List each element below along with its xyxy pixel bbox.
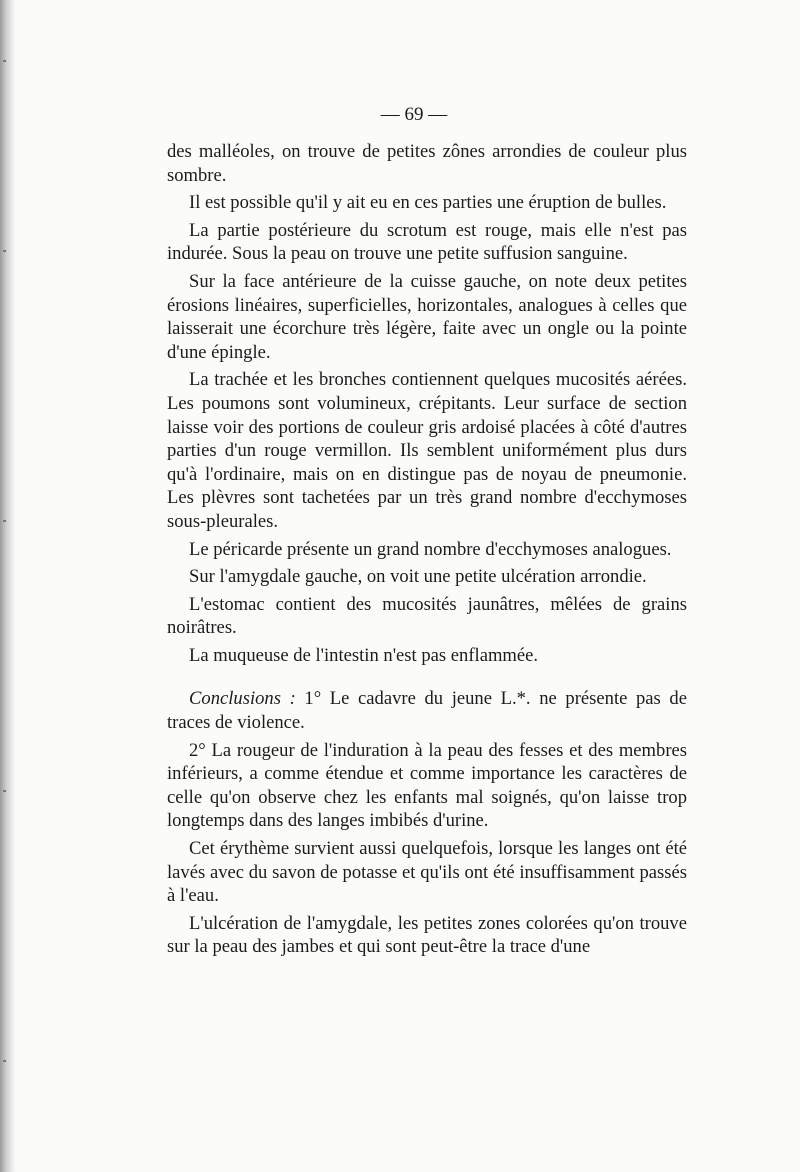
paragraph: Sur la face antérieure de la cuisse gauche, on note deux petites érosions linéaires, superficielles, horizontales, analogues à celles que laisserait une écorchure très légère, faite avec un ongle ou la pointe d'une épingle. — [167, 270, 687, 363]
paragraph: La trachée et les bronches contiennent quelques mucosités aérées. Les poumons sont volumineux, crépitants. Leur surface de section laisse voir des portions de couleur gris ardoisé placées à côté d'autres parties d'un rouge vermillon. Ils semblent uniformément plus durs qu'à l'ordinaire, mais on en distingue pas de noyau de pneumonie. Les plèvres sont tachetées par un très grand nombre d'ecchymoses sous-pleurales. — [167, 369, 687, 532]
binding-mark — [3, 250, 6, 252]
page-binding-shadow — [0, 0, 16, 1172]
binding-mark — [3, 1060, 6, 1062]
paragraph: Sur l'amygdale gauche, on voit une petite ulcération arrondie. — [189, 566, 647, 588]
binding-mark — [3, 520, 6, 522]
paragraph: Il est possible qu'il y ait eu en ces parties une éruption de bulles. — [189, 192, 667, 214]
paragraph: Le péricarde présente un grand nombre d'ecchymoses analogues. — [189, 538, 672, 560]
page-number: — 69 — — [380, 104, 448, 125]
binding-mark — [3, 60, 6, 62]
paragraph: Cet érythème survient aussi quelquefois, lorsque les langes ont été lavés avec du savon de potasse et qu'ils ont été insuffisamment passés à l'eau. — [167, 838, 687, 907]
paragraph: La muqueuse de l'intestin n'est pas enflammée. — [189, 644, 539, 666]
body-text — [167, 140, 687, 963]
binding-mark — [3, 790, 6, 792]
conclusions-text: 1° Le cadavre du jeune L.*. ne présente pas de traces de violence. — [167, 688, 687, 734]
conclusions-label: Conclusions : — [189, 688, 296, 710]
conclusions-paragraph — [167, 687, 687, 734]
paragraph: L'estomac contient des mucosités jaunâtres, mêlées de grains noirâtres. — [167, 593, 687, 639]
paragraph: La partie postérieure du scrotum est rouge, mais elle n'est pas indurée. Sous la peau on trouve une petite suffusion sanguine. — [167, 219, 687, 265]
paragraph: 2° La rougeur de l'induration à la peau des fesses et des membres inférieurs, a comme étendue et comme importance les caractères de celle qu'on observe chez les enfants mal soignés, qu'on laisse trop longtemps dans des langes imbibés d'urine. — [167, 739, 687, 832]
paragraph: L'ulcération de l'amygdale, les petites zones colorées qu'on trouve sur la peau des jambes et qui sont peut-être la trace d'une — [167, 912, 687, 958]
paragraph: des malléoles, on trouve de petites zônes arrondies de couleur plus sombre. — [167, 141, 687, 186]
